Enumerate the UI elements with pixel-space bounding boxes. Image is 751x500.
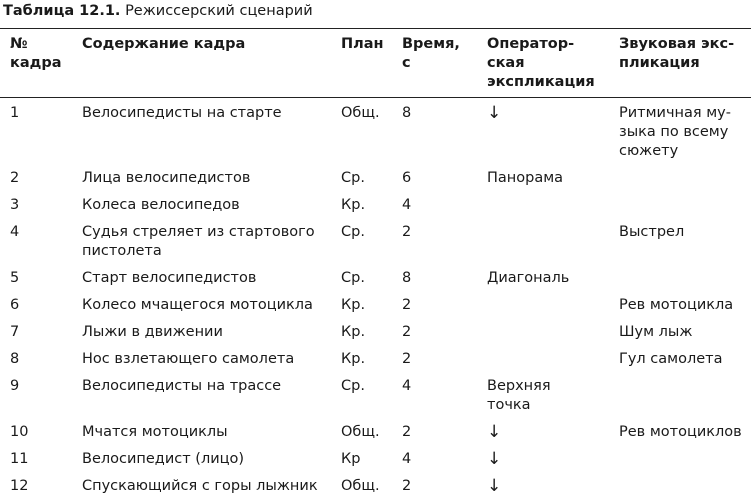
frame-number-cell: 7 xyxy=(0,319,70,346)
header-shot-plan: План xyxy=(329,29,390,98)
duration-cell: 4 xyxy=(390,373,475,419)
table-caption-title: Режиссерский сценарий xyxy=(125,3,313,19)
shot-plan-cell: Кр. xyxy=(329,292,390,319)
camera-explication-cell: ↓ xyxy=(475,98,607,166)
frame-number-cell: 1 xyxy=(0,98,70,166)
table-row xyxy=(0,446,751,473)
header-frame-content: Содержание кадра xyxy=(70,29,329,98)
table-row xyxy=(0,419,751,446)
duration-cell: 2 xyxy=(390,346,475,373)
frame-number-cell: 6 xyxy=(0,292,70,319)
duration-cell: 8 xyxy=(390,98,475,166)
header-duration: Время, с xyxy=(390,29,475,98)
table-row xyxy=(0,346,751,373)
shot-plan-cell: Общ. xyxy=(329,419,390,446)
duration-cell: 2 xyxy=(390,473,475,500)
director-script-table xyxy=(0,28,751,500)
sound-explication-cell xyxy=(607,473,751,500)
table-row xyxy=(0,219,751,265)
table-row xyxy=(0,165,751,192)
camera-explication-cell: ↓ xyxy=(475,419,607,446)
shot-plan-cell: Общ. xyxy=(329,98,390,166)
frame-number-cell: 2 xyxy=(0,165,70,192)
shot-plan-cell: Кр. xyxy=(329,192,390,219)
frame-content-cell: Старт велосипедистов xyxy=(70,265,329,292)
frame-number-cell: 10 xyxy=(0,419,70,446)
frame-content-cell: Велосипедисты на трассе xyxy=(70,373,329,419)
frame-content-cell: Колесо мчащегося мотоцикла xyxy=(70,292,329,319)
header-sound-explication: Звуковая экс- пликация xyxy=(607,29,751,98)
camera-explication-cell: Верхняя точка xyxy=(475,373,607,419)
table-caption-label: Таблица 12.1. xyxy=(3,3,120,19)
header-camera-explication: Оператор- ская экспликация xyxy=(475,29,607,98)
frame-content-cell: Нос взлетающего самолета xyxy=(70,346,329,373)
duration-cell: 2 xyxy=(390,419,475,446)
frame-content-cell: Колеса велосипедов xyxy=(70,192,329,219)
sound-explication-cell: Ритмичная му- зыка по всему сюжету xyxy=(607,98,751,166)
shot-plan-cell: Кр xyxy=(329,446,390,473)
shot-plan-cell: Кр. xyxy=(329,319,390,346)
sound-explication-cell: Шум лыж xyxy=(607,319,751,346)
camera-explication-cell: ↓ xyxy=(475,473,607,500)
sound-explication-cell: Рев мотоцикла xyxy=(607,292,751,319)
shot-plan-cell: Кр. xyxy=(329,346,390,373)
sound-explication-cell: Выстрел xyxy=(607,219,751,265)
frame-content-cell: Судья стреляет из стартового пистолета xyxy=(70,219,329,265)
table-row xyxy=(0,192,751,219)
frame-content-cell: Велосипедист (лицо) xyxy=(70,446,329,473)
table-row xyxy=(0,265,751,292)
camera-explication-cell xyxy=(475,319,607,346)
sound-explication-cell: Рев мотоциклов xyxy=(607,419,751,446)
table-row xyxy=(0,292,751,319)
duration-cell: 4 xyxy=(390,446,475,473)
table-row xyxy=(0,319,751,346)
duration-cell: 6 xyxy=(390,165,475,192)
duration-cell: 2 xyxy=(390,319,475,346)
frame-content-cell: Велосипедисты на старте xyxy=(70,98,329,166)
frame-number-cell: 11 xyxy=(0,446,70,473)
header-row xyxy=(0,29,751,98)
frame-content-cell: Спускающийся с горы лыжник xyxy=(70,473,329,500)
table-body xyxy=(0,98,751,500)
frame-number-cell: 3 xyxy=(0,192,70,219)
frame-content-cell: Лица велосипедистов xyxy=(70,165,329,192)
sound-explication-cell: Гул самолета xyxy=(607,346,751,373)
frame-number-cell: 5 xyxy=(0,265,70,292)
duration-cell: 2 xyxy=(390,292,475,319)
frame-content-cell: Мчатся мотоциклы xyxy=(70,419,329,446)
camera-explication-cell: Панорама xyxy=(475,165,607,192)
frame-number-cell: 4 xyxy=(0,219,70,265)
camera-explication-cell xyxy=(475,346,607,373)
sound-explication-cell xyxy=(607,446,751,473)
table-row xyxy=(0,473,751,500)
frame-content-cell: Лыжи в движении xyxy=(70,319,329,346)
camera-explication-cell: ↓ xyxy=(475,446,607,473)
shot-plan-cell: Ср. xyxy=(329,373,390,419)
frame-number-cell: 9 xyxy=(0,373,70,419)
table-row xyxy=(0,98,751,166)
sound-explication-cell xyxy=(607,165,751,192)
camera-explication-cell xyxy=(475,192,607,219)
sound-explication-cell xyxy=(607,265,751,292)
shot-plan-cell: Ср. xyxy=(329,165,390,192)
table-caption xyxy=(3,3,313,19)
duration-cell: 4 xyxy=(390,192,475,219)
frame-number-cell: 8 xyxy=(0,346,70,373)
table-row xyxy=(0,373,751,419)
duration-cell: 2 xyxy=(390,219,475,265)
frame-number-cell: 12 xyxy=(0,473,70,500)
sound-explication-cell xyxy=(607,192,751,219)
shot-plan-cell: Ср. xyxy=(329,219,390,265)
camera-explication-cell xyxy=(475,219,607,265)
sound-explication-cell xyxy=(607,373,751,419)
camera-explication-cell: Диагональ xyxy=(475,265,607,292)
table-header xyxy=(0,29,751,98)
shot-plan-cell: Общ. xyxy=(329,473,390,500)
shot-plan-cell: Ср. xyxy=(329,265,390,292)
header-frame-number: № кадра xyxy=(0,29,70,98)
camera-explication-cell xyxy=(475,292,607,319)
duration-cell: 8 xyxy=(390,265,475,292)
